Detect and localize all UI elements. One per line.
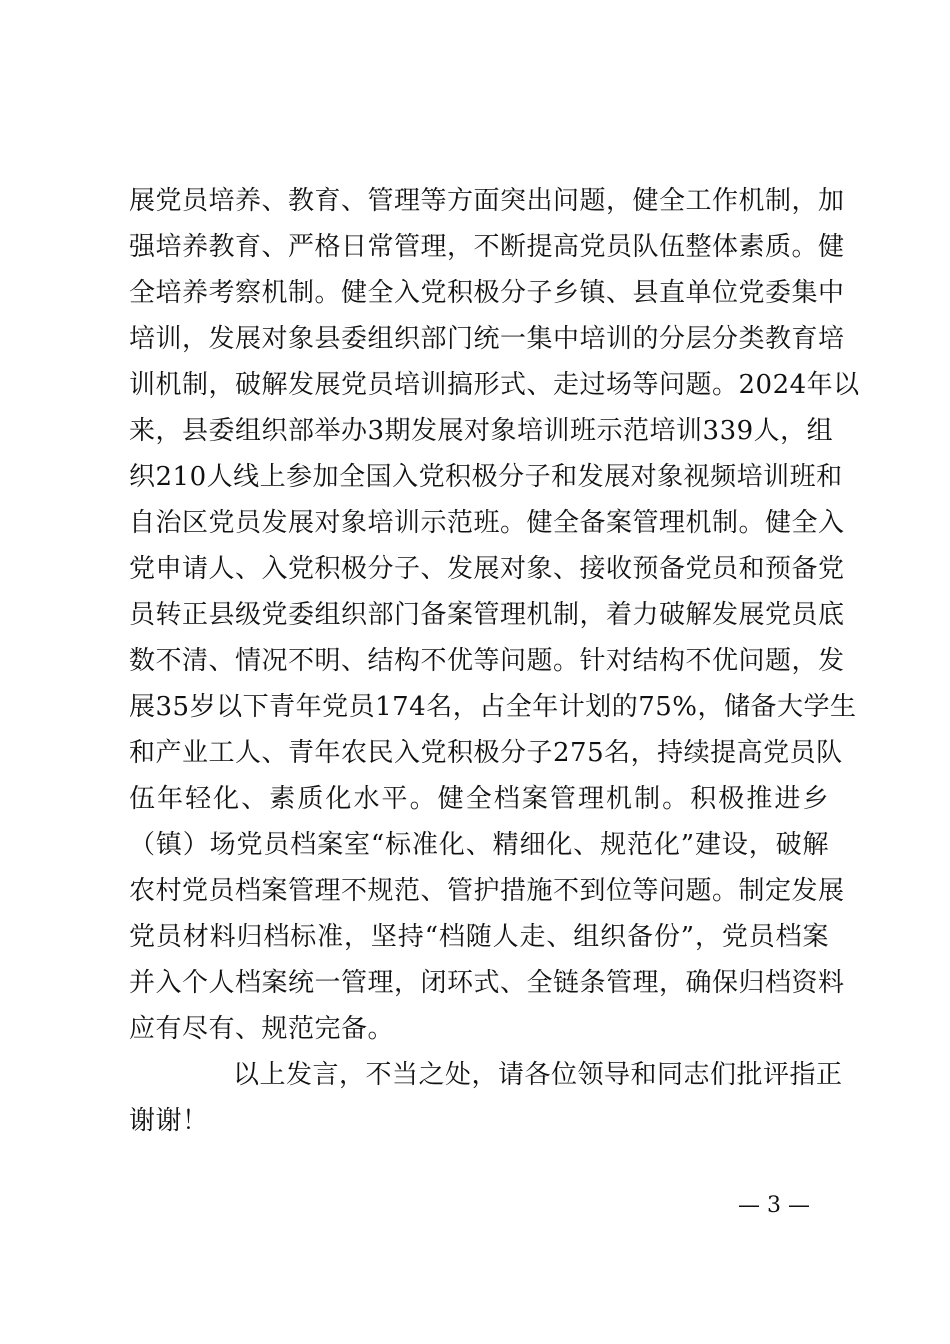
- paragraph-line: 党申请人、入党积极分子、发展对象、接收预备党员和预备党: [129, 554, 845, 584]
- paragraph-line: 强培养教育、严格日常管理，不断提高党员队伍整体素质。健: [129, 232, 845, 262]
- paragraph-line: 展35岁以下青年党员174名，占全年计划的75%，储备大学生: [129, 692, 857, 722]
- closing-line: 谢谢！: [129, 1106, 209, 1136]
- paragraph-line: 并入个人档案统一管理，闭环式、全链条管理，确保归档资料: [129, 968, 845, 998]
- paragraph-line: 党员材料归档标准，坚持“档随人走、组织备份”，党员档案: [129, 922, 829, 952]
- paragraph-line: 自治区党员发展对象培训示范班。健全备案管理机制。健全入: [129, 508, 845, 538]
- paragraph-line: 展党员培养、教育、管理等方面突出问题，健全工作机制，加: [129, 186, 845, 216]
- paragraph-line: 和产业工人、青年农民入党积极分子275名，持续提高党员队: [129, 738, 843, 768]
- paragraph-line: 训机制，破解发展党员培训搞形式、走过场等问题。2024年以: [129, 370, 860, 400]
- paragraph-line: （镇）场党员档案室“标准化、精细化、规范化”建设，破解: [129, 830, 829, 860]
- paragraph-line: 来，县委组织部举办3期发展对象培训班示范培训339人，组: [129, 416, 834, 446]
- paragraph-line: 数不清、情况不明、结构不优等问题。针对结构不优问题，发: [129, 646, 845, 676]
- paragraph-line: 全培养考察机制。健全入党积极分子乡镇、县直单位党委集中: [129, 278, 845, 308]
- closing-line: 以上发言，不当之处，请各位领导和同志们批评指正: [233, 1060, 843, 1090]
- page-number: — 3 —: [738, 1193, 810, 1218]
- paragraph-line: 织210人线上参加全国入党积极分子和发展对象视频培训班和: [129, 462, 843, 492]
- paragraph-line: 伍年轻化、素质化水平。健全档案管理机制。积极推进乡: [129, 784, 829, 814]
- paragraph-line: 培训，发展对象县委组织部门统一集中培训的分层分类教育培: [129, 324, 845, 354]
- paragraph-line: 应有尽有、规范完备。: [129, 1014, 395, 1044]
- paragraph-line: 员转正县级党委组织部门备案管理机制，着力破解发展党员底: [129, 600, 845, 630]
- body-text: [129, 178, 860, 1144]
- paragraph-line: 农村党员档案管理不规范、管护措施不到位等问题。制定发展: [129, 876, 845, 906]
